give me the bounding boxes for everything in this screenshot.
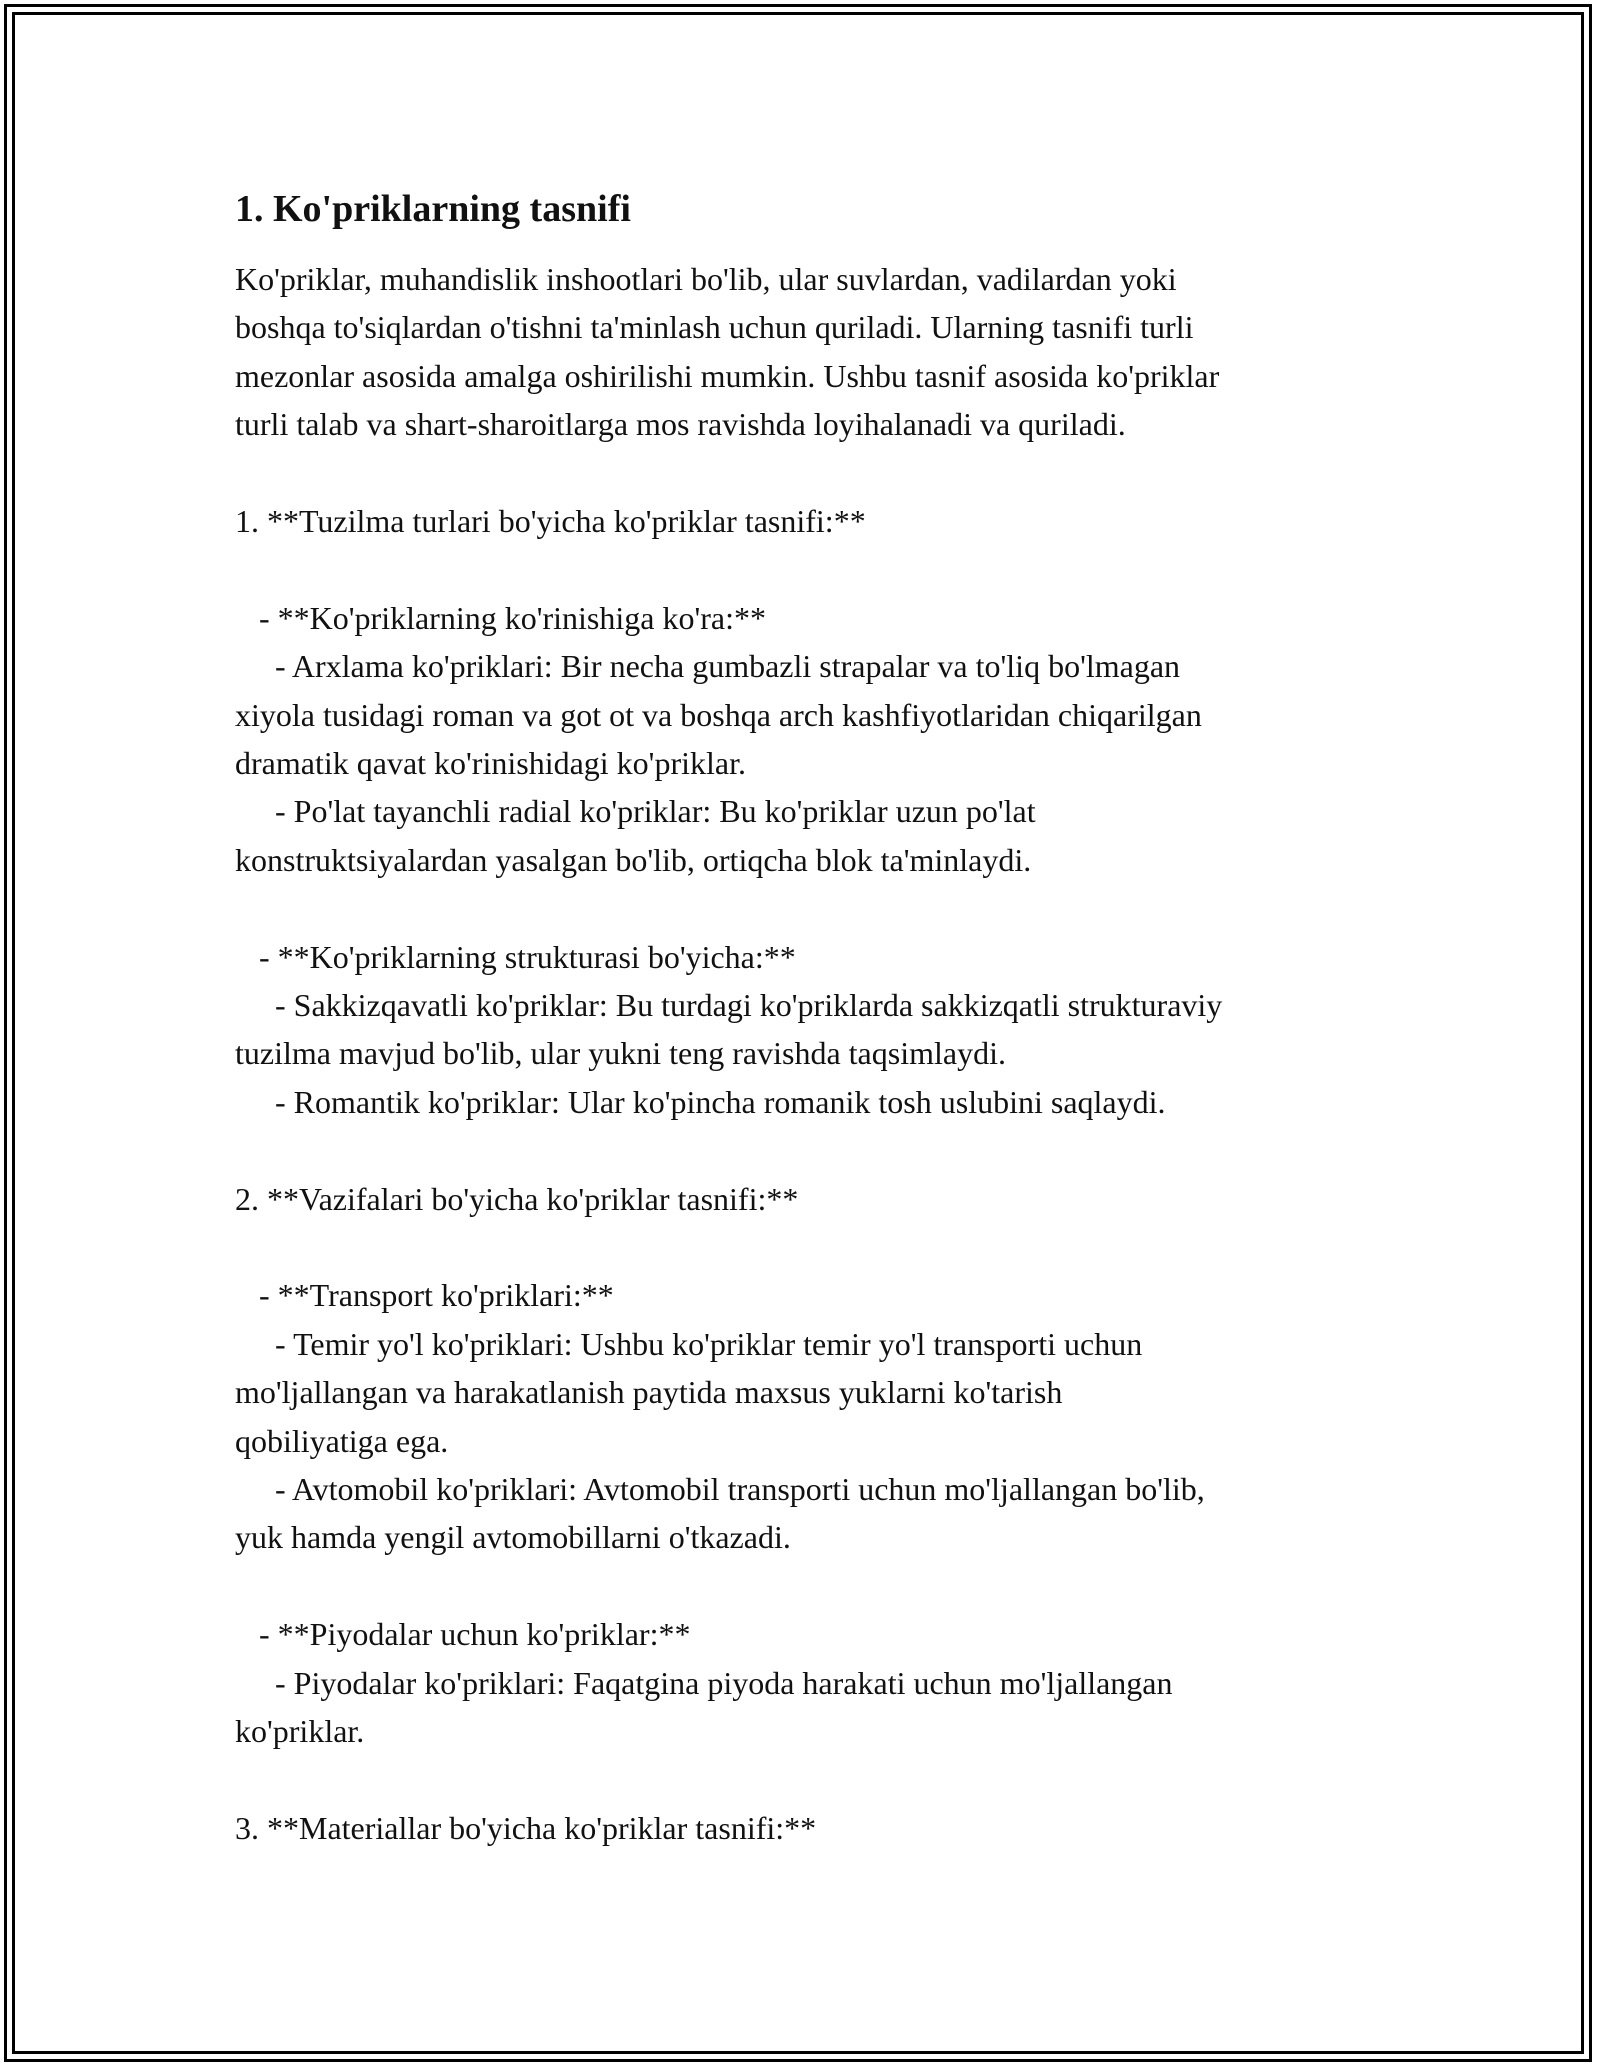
text-line: - **Piyodalar uchun ko'priklar:**: [235, 1616, 691, 1653]
blank-line: [235, 1223, 1375, 1271]
text-line: - Po'lat tayanchli radial ko'priklar: Bu ko'priklar uzun po'lat: [235, 793, 1036, 830]
text-line: 1. **Tuzilma turlari bo'yicha ko'priklar tasnifi:**: [235, 503, 866, 540]
text-line: konstruktsiyalardan yasalgan bo'lib, ortiqcha blok ta'minlaydi.: [235, 841, 1032, 878]
blank-line: [235, 1562, 1375, 1610]
text-line: Ko'priklar, muhandislik inshootlari bo'lib, ular suvlardan, vadilardan yoki: [235, 261, 1177, 297]
text-line: boshqa to'siqlardan o'tishni ta'minlash uchun quriladi. Ularning tasnifi turli: [235, 309, 1194, 346]
text-line: - Temir yo'l ko'priklari: Ushbu ko'priklar temir yo'l transporti uchun: [235, 1325, 1143, 1362]
text-line: tuzilma mavjud bo'lib, ular yukni teng ravishda taqsimlaydi.: [235, 1035, 1006, 1072]
text-line: - **Ko'priklarning strukturasi bo'yicha:**: [235, 938, 796, 975]
text-line: mezonlar asosida amalga oshirilishi mumkin. Ushbu tasnif asosida ko'priklar: [235, 357, 1220, 394]
text-line: 3. **Materiallar bo'yicha ko'priklar tasnifi:**: [235, 1809, 817, 1846]
text-line: - Sakkizqavatli ko'priklar: Bu turdagi ko'priklarda sakkizqatli strukturaviy: [235, 987, 1223, 1024]
text-line: - Piyodalar ko'priklari: Faqatgina piyoda harakati uchun mo'ljallangan: [235, 1664, 1173, 1701]
blank-line: [235, 449, 1375, 497]
text-line: turli talab va shart-sharoitlarga mos ravishda loyihalanadi va quriladi.: [235, 406, 1126, 443]
blank-line: [235, 884, 1375, 932]
text-line: - Arxlama ko'priklari: Bir necha gumbazli strapalar va to'liq bo'lmagan: [235, 648, 1181, 685]
text-line: - **Transport ko'priklari:**: [235, 1277, 614, 1314]
section-heading: 1. Ko'priklarning tasnifi: [235, 188, 631, 230]
blank-line: [235, 545, 1375, 593]
text-line: - Avtomobil ko'priklari: Avtomobil transporti uchun mo'ljallangan bo'lib,: [235, 1471, 1205, 1508]
text-line: mo'ljallangan va harakatlanish paytida maxsus yuklarni ko'tarish: [235, 1374, 1063, 1411]
text-line: - **Ko'priklarning ko'rinishiga ko'ra:**: [235, 599, 766, 636]
text-line: xiyola tusidagi roman va got ot va boshqa arch kashfiyotlaridan chiqarilgan: [235, 696, 1202, 733]
text-line: yuk hamda yengil avtomobillarni o'tkazadi.: [235, 1519, 791, 1556]
blank-line: [235, 1126, 1375, 1174]
text-line: ko'priklar.: [235, 1713, 365, 1750]
text-line: dramatik qavat ko'rinishidagi ko'priklar.: [235, 745, 746, 782]
text-line: qobiliyatiga ega.: [235, 1422, 449, 1459]
document-page: [235, 185, 1375, 1852]
blank-line: [235, 1756, 1375, 1804]
text-line: - Romantik ko'priklar: Ular ko'pincha romanik tosh uslubini saqlaydi.: [235, 1083, 1166, 1120]
text-line: 2. **Vazifalari bo'yicha ko'priklar tasnifi:**: [235, 1180, 799, 1217]
document-body: [235, 255, 1375, 1852]
